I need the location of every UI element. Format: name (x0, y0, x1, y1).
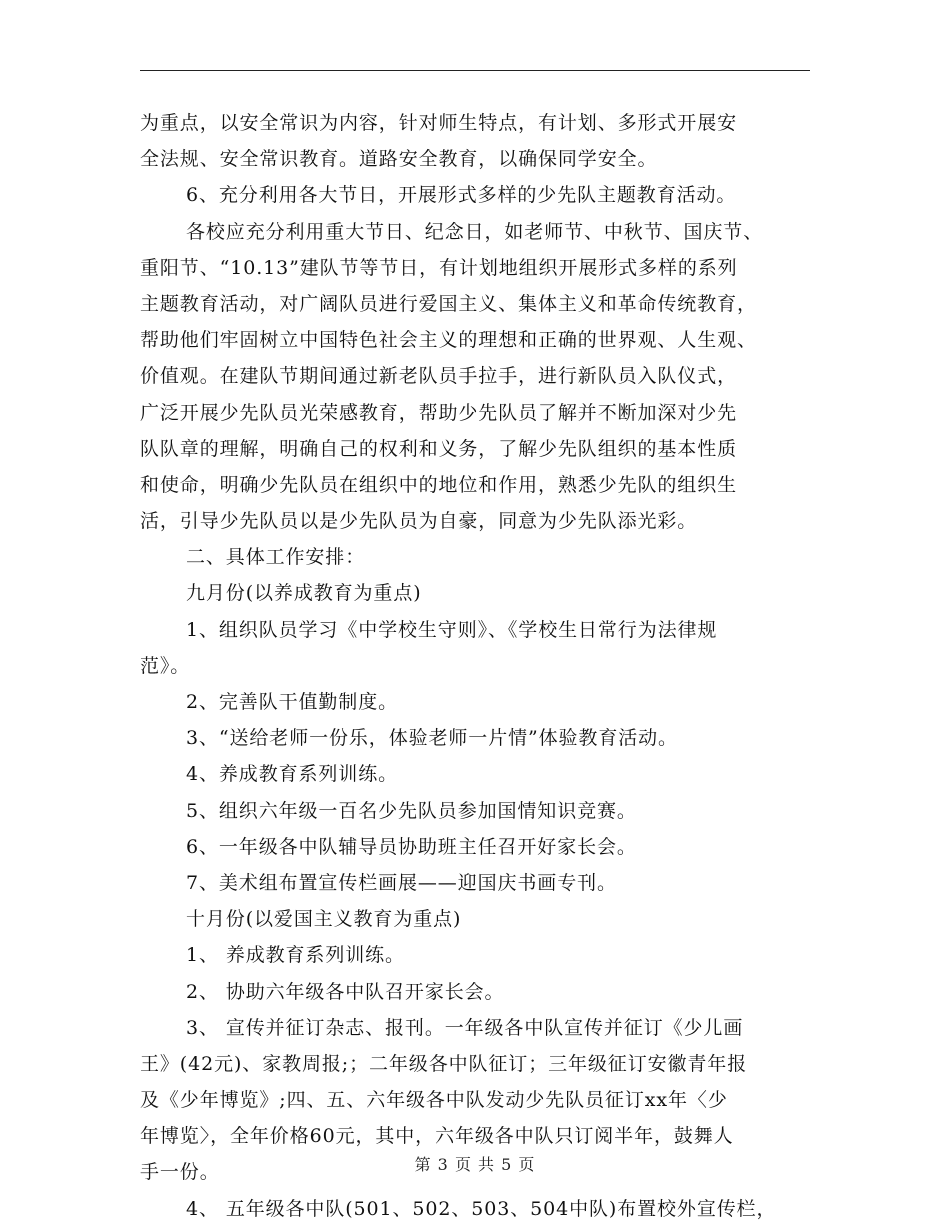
text-line: 3、 宣传并征订杂志、报刊。一年级各中队宣传并征订《少儿画 (186, 1016, 744, 1039)
text-line: 年博览〉，全年价格60元，其中，六年级各中队只订阅半年，鼓舞人 (140, 1125, 734, 1148)
text-line: 队队章的理解，明确自己的权利和义务，了解少先队组织的基本性质 (140, 437, 738, 460)
text-line: 活，引导少先队员以是少先队员为自豪，同意为少先队添光彩。 (140, 510, 698, 533)
text-line: 为重点，以安全常识为内容，针对师生特点，有计划、多形式开展安 (140, 112, 738, 134)
text-line: 4、 五年级各中队(501、502、503、504中队)布置校外宣传栏， (186, 1197, 777, 1220)
text-line: 及《少年博览》;四、五、六年级各中队发动少先队员征订xx年〈少 (140, 1089, 728, 1112)
text-line: 帮助他们牢固树立中国特色社会主义的理想和正确的世界观、人生观、 (140, 329, 757, 352)
text-line: 手一份。 (140, 1161, 220, 1184)
text-line: 价值观。在建队节期间通过新老队员手拉手，进行新队员入队仪式， (140, 365, 738, 388)
text-line: 十月份(以爱国主义教育为重点) (186, 908, 462, 931)
text-line: 1、 养成教育系列训练。 (186, 944, 405, 967)
text-line: 广泛开展少先队员光荣感教育，帮助少先队员了解并不断加深对少先 (140, 401, 738, 424)
text-line: 7、美术组布置宣传栏画展——迎国庆书画专刊。 (186, 871, 617, 894)
body-text (140, 105, 815, 1227)
text-line: 各校应充分利用重大节日、纪念日，如老师节、中秋节、国庆节、 (186, 220, 764, 243)
page-footer: 第 3 页 共 5 页 (414, 1155, 536, 1174)
text-line: 和使命，明确少先队员在组织中的地位和作用，熟悉少先队的组织生 (140, 473, 738, 496)
text-line: 主题教育活动，对广阔队员进行爱国主义、集体主义和革命传统教育， (140, 292, 757, 315)
text-line: 2、完善队干值勤制度。 (186, 691, 398, 713)
text-line: 九月份(以养成教育为重点) (186, 582, 422, 605)
text-line: 6、充分利用各大节日，开展形式多样的少先队主题教育活动。 (186, 184, 737, 207)
text-line: 2、 协助六年级各中队召开家长会。 (186, 980, 505, 1003)
text-line: 6、一年级各中队辅导员协助班主任召开好家长会。 (186, 835, 637, 858)
header-rule (140, 70, 810, 71)
text-line: 二、具体工作安排： (186, 546, 366, 569)
text-line: 王》(42元)、家教周报;；二年级各中队征订；三年级征订安徽青年报 (140, 1052, 748, 1075)
text-line: 5、组织六年级一百名少先队员参加国情知识竞赛。 (186, 799, 637, 822)
text-line: 重阳节、“10.13”建队节等节日，有计划地组织开展形式多样的系列 (140, 256, 738, 279)
text-line: 3、“送给老师一份乐，体验老师一片情”体验教育活动。 (186, 727, 678, 750)
text-line: 范》。 (140, 654, 191, 677)
text-line: 全法规、安全常识教育。道路安全教育，以确保同学安全。 (140, 148, 658, 171)
text-line: 1、组织队员学习《中学校生守则》、《学校生日常行为法律规 (186, 618, 718, 641)
text-line: 4、养成教育系列训练。 (186, 763, 398, 786)
